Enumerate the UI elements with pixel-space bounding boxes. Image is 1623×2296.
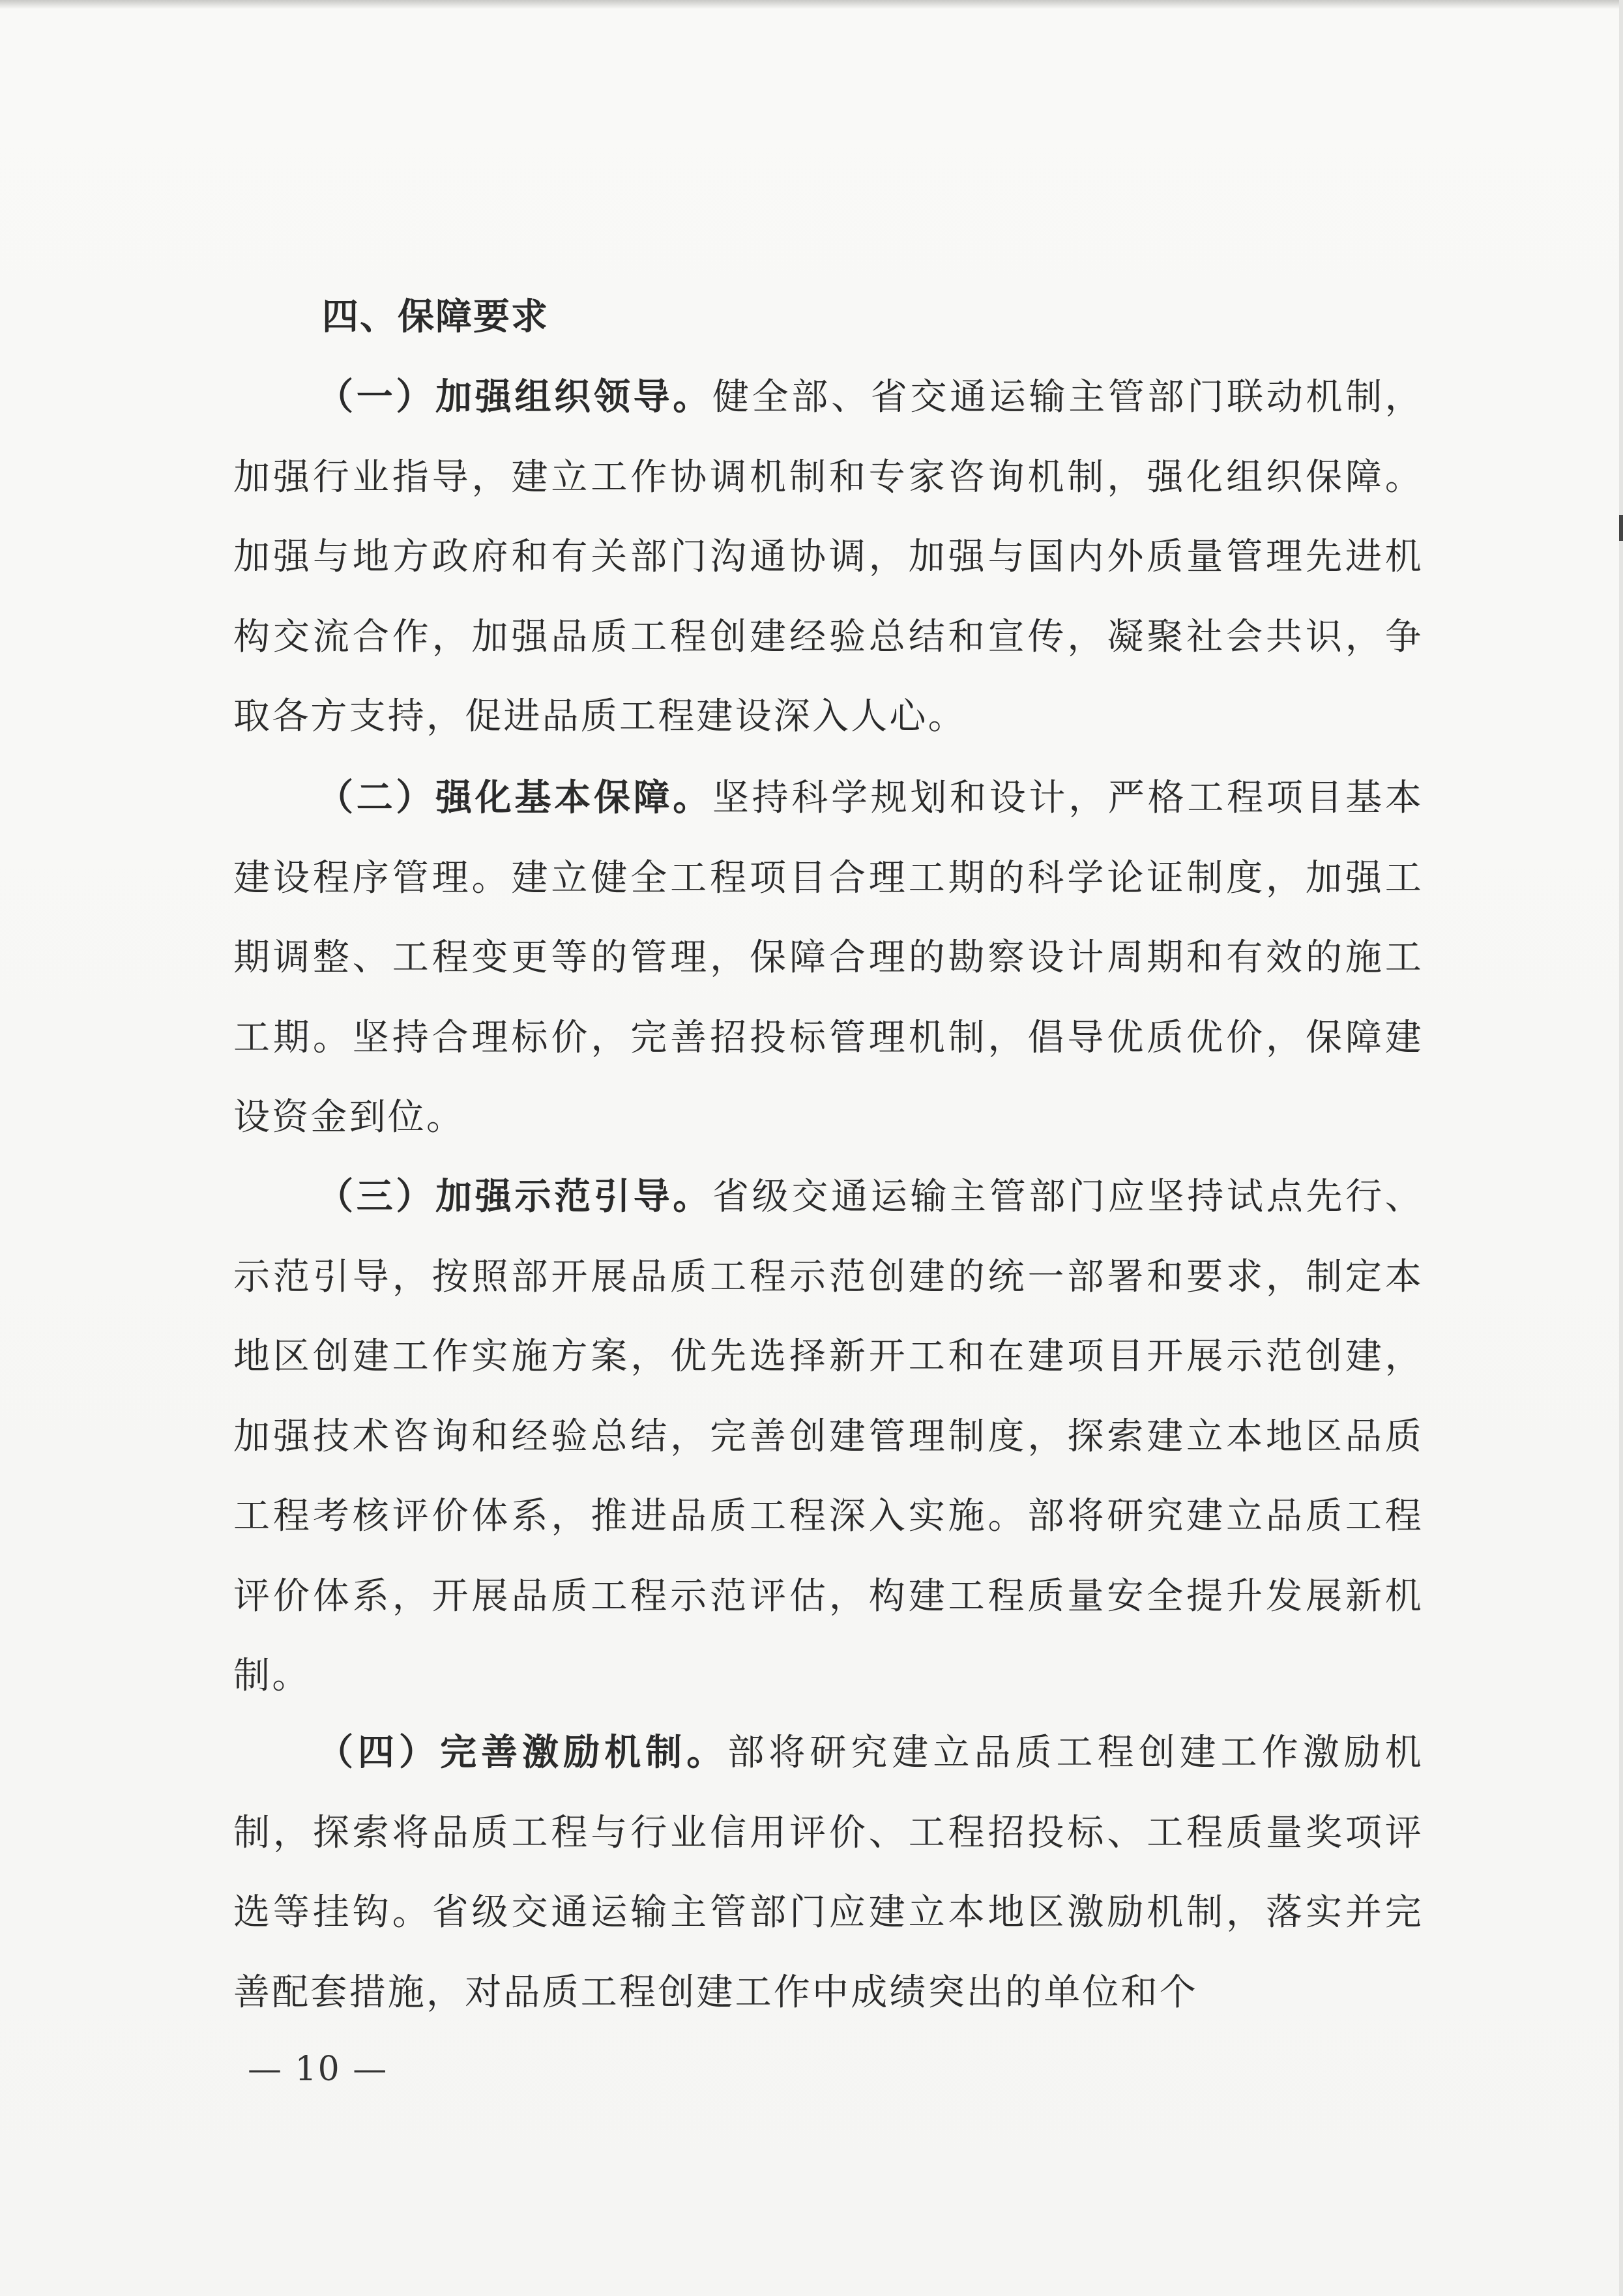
- section-heading: 四、保障要求: [322, 295, 549, 338]
- page-number: — 10 —: [248, 2050, 388, 2089]
- paragraph-demonstration-guidance: [233, 1157, 1424, 1717]
- paragraph-incentive-mechanism: [233, 1713, 1424, 2033]
- paragraph-body: 坚持科学规划和设计，严格工程项目基本建设程序管理。建立健全工程项目合理工期的科学论证制度，加强工期调整、工程变更等的管理，保障合理的勘察设计周期和有效的施工工期。坚持合理标价，完善招投标管理机制，倡导优质优价，保障建设资金到位。: [233, 777, 1424, 1139]
- paragraph-organization-leadership: [233, 357, 1424, 757]
- paragraph-body: 健全部、省交通运输主管部门联动机制，加强行业指导，建立工作协调机制和专家咨询机制，强化组织保障。加强与地方政府和有关部门沟通协调，加强与国内外质量管理先进机构交流合作，加强品质工程创建经验总结和宣传，凝聚社会共识，争取各方支持，促进品质工程建设深入人心。: [233, 376, 1424, 738]
- paragraph-lead: （四）完善激励机制。: [317, 1731, 728, 1774]
- scan-right-edge: [1619, 0, 1623, 2296]
- paragraph-lead: （二）强化基本保障。: [317, 776, 712, 819]
- scan-top-shadow: [0, 0, 1623, 9]
- scan-edge-mark: [1619, 515, 1623, 541]
- paragraph-lead: （一）加强组织领导。: [317, 375, 712, 418]
- paragraph-lead: （三）加强示范引导。: [317, 1175, 712, 1218]
- paragraph-basic-guarantee: [233, 758, 1424, 1158]
- paragraph-body: 省级交通运输主管部门应坚持试点先行、示范引导，按照部开展品质工程示范创建的统一部署和要求，制定本地区创建工作实施方案，优先选择新开工和在建项目开展示范创建，加强技术咨询和经验总结，完善创建管理制度，探索建立本地区品质工程考核评价体系，推进品质工程深入实施。部将研究建立品质工程评价体系，开展品质工程示范评估，构建工程质量安全提升发展新机制。: [233, 1176, 1424, 1697]
- paragraph-body: 部将研究建立品质工程创建工作激励机制，探索将品质工程与行业信用评价、工程招投标、工程质量奖项评选等挂钩。省级交通运输主管部门应建立本地区激励机制，落实并完善配套措施，对品质工程创建工作中成绩突出的单位和个: [233, 1732, 1424, 2014]
